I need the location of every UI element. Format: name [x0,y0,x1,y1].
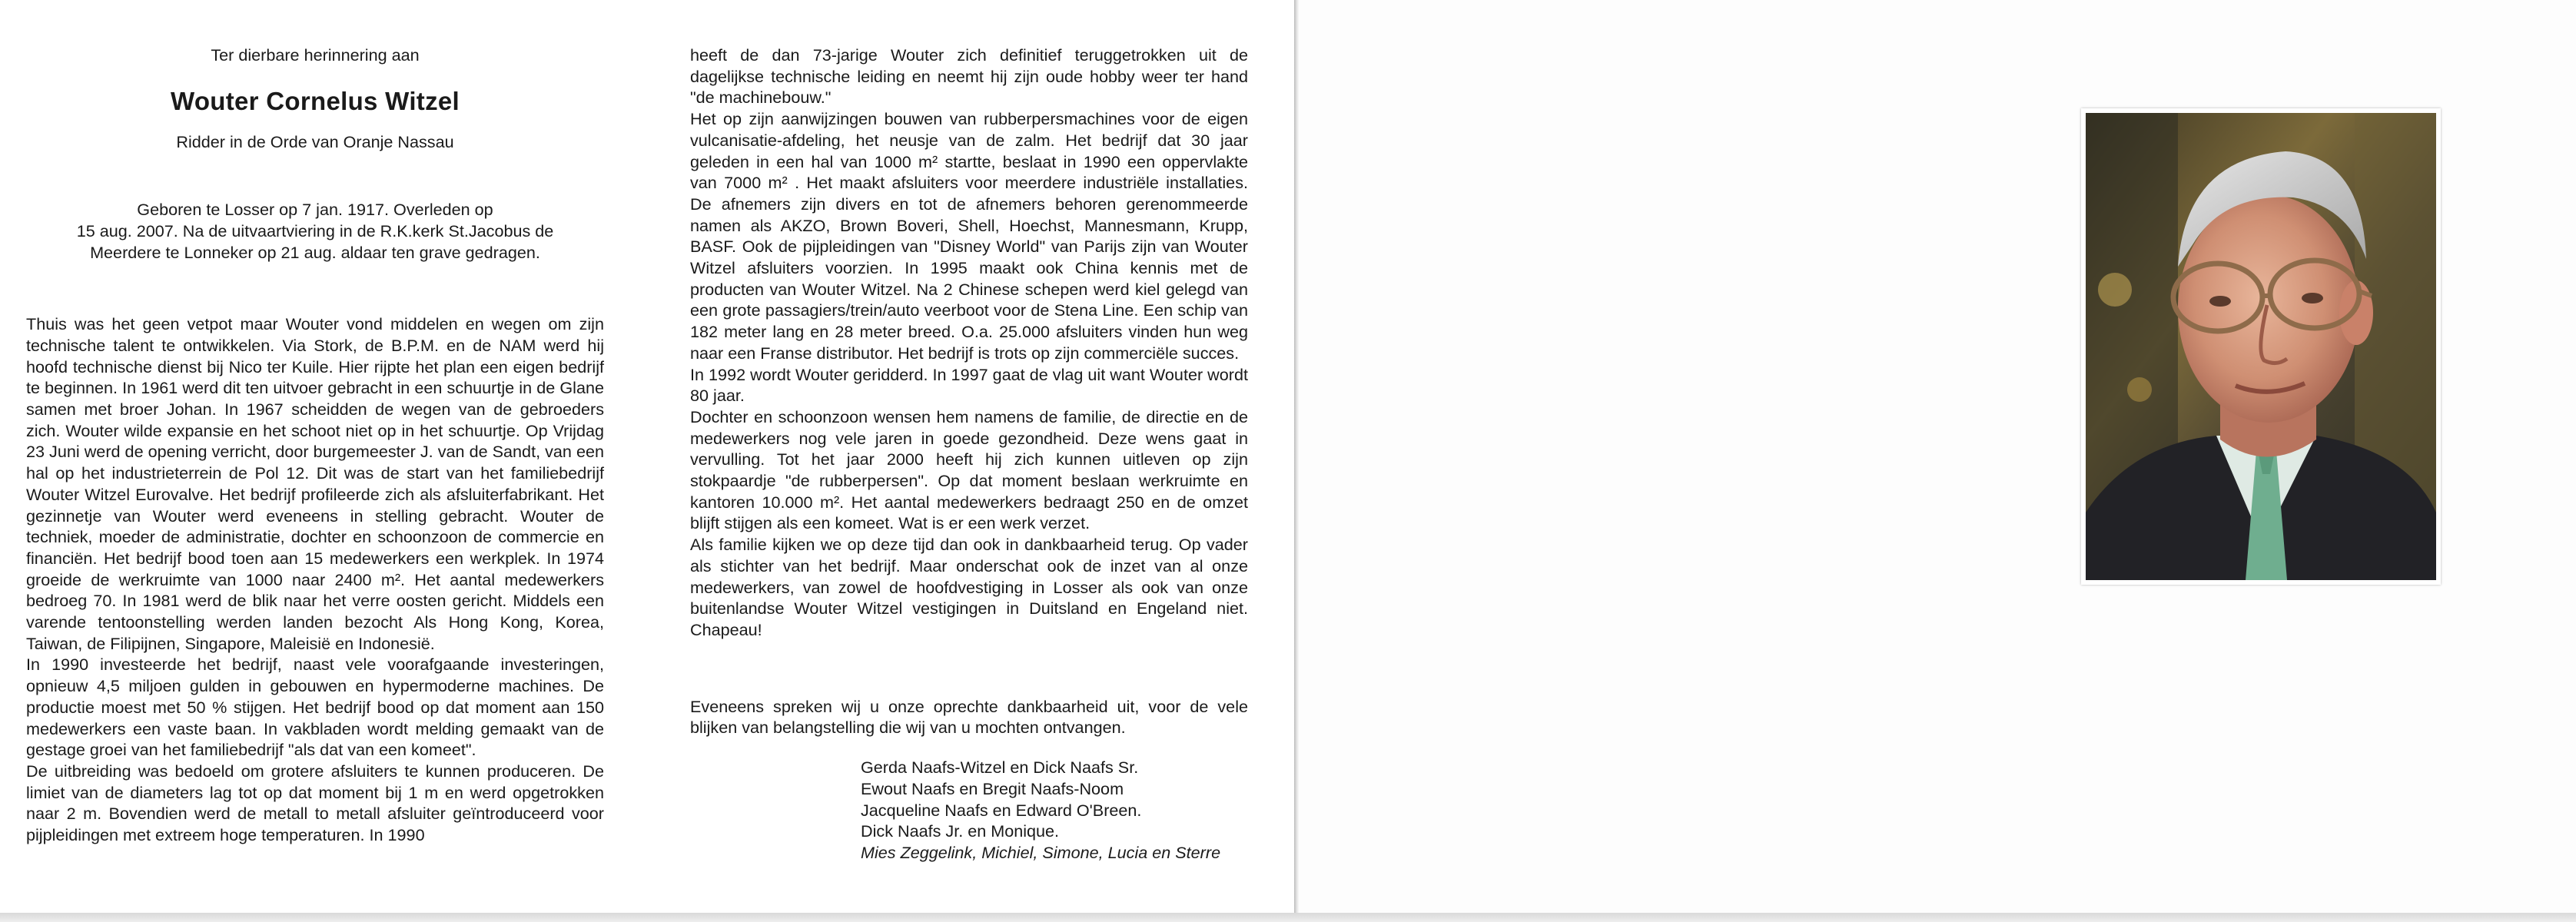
honor-title: Ridder in de Orde van Oranje Nassau [176,132,454,152]
biography-left [26,313,604,846]
portrait-photo-frame [2081,108,2441,585]
signer: Ewout Naafs en Bregit Naafs-Noom [861,778,1124,798]
bio-paragraph: Als familie kijken we op deze tijd dan ook in dankbaarheid terug. Op vader als stichter van het bedrijf. Maar onderschat ook de inzet van al onze medewerkers, van zowel de hoofdvestiging in Losser als ook van onze buitenlandse Wouter Witzel vestigingen in Duitsland en Engeland niet. Chapeau! [690,535,1248,639]
deceased-name: Wouter Cornelus Witzel [170,86,460,115]
bio-paragraph: heeft de dan 73-jarige Wouter zich definitief teruggetrokken uit de dagelijkse technische leiding en neemt hij zijn oude hobby weer ter hand "de machinebouw." [690,45,1248,108]
birth-line: 15 aug. 2007. Na de uitvaartviering in de R.K.kerk St.Jacobus de [76,221,554,240]
left-column [26,45,604,846]
bio-paragraph: De uitbreiding was bedoeld om grotere afsluiters te kunnen produceren. De limiet van de diameters lag tot op dat moment bij 1 m en werd opgetrokken naar 2 m. Bovendien werd de metall to metall afsluiter geïntroduceerd voor pijpleidingen met extreem hoge temperaturen. In 1990 [26,761,604,845]
signer: Gerda Naafs-Witzel en Dick Naafs Sr. [861,758,1139,778]
bio-paragraph: Het op zijn aanwijzingen bouwen van rubberpersmachines voor de eigen vulcanisatie-afdeling, het neusje van de zalm. Het bedrijf dat 30 jaar geleden in een hal van 1000 m² startte, beslaat in 1990 een oppervlakte van 7000 m² . Het maakt afsluiters voor meerdere industriële installaties. De afnemers zijn divers en tot de afnemers behoren gerenommeerde namen als AKZO, Brown Boveri, Shell, Hoechst, Mannesmann, Krupp, BASF. Ook de pijpleidingen van "Disney World" van Parijs zijn van Wouter Witzel afsluiters voorzien. In 1995 maakt ook China kennis met de producten van Wouter Witzel. Na 2 Chinese schepen werd kiel gelegd van een grote passagiers/trein/auto veerboot voor de Stena Line. Een schip van 182 meter lang en 28 meter breed. O.a. 25.000 afsluiters vinden hun weg naar een Franse distributor. Het bedrijf is trots op zijn commerciële succes. [690,109,1248,363]
left-panel [0,0,1294,916]
grandchildren: Mies Zeggelink, Michiel, Simone, Lucia en Sterre [861,842,1221,862]
signer: Jacqueline Naafs en Edward O'Breen. [861,800,1142,820]
bio-paragraph: In 1992 wordt Wouter geridderd. In 1997 gaat de vlag uit want Wouter wordt 80 jaar. [690,364,1248,406]
birth-line: Meerdere te Lonneker op 21 aug. aldaar ten grave gedragen. [90,242,540,262]
thanks-section [690,696,1248,738]
bio-paragraph: Dochter en schoonzoon wensen hem namens de familie, de directie en de medewerkers nog vele jaren in goede gezondheid. Deze wens gaat in vervulling. Tot het jaar 2000 heeft hij zich kunnen uitleven op zijn stokpaardje "de rubberpersen". Op dat moment beslaan werkruimte en kantoren 10.000 m². Het aantal medewerkers bedraagt 250 en de omzet blijft stijgen als een komeet. Wat is er een werk verzet. [690,406,1248,533]
right-column [690,45,1248,864]
biography-right [690,45,1248,641]
card-edge-shadow [0,913,2576,922]
birth-death-info [26,199,604,263]
bio-paragraph: Thuis was het geen vetpot maar Wouter vond middelen en wegen om zijn technische talent te ontwikkelen. Via Stork, de B.P.M. en de NAM werd hij hoofd technische dienst bij Nico ter Kuile. Hier rijpte het plan een eigen bedrijf te beginnen. In 1961 werd dit ten uitvoer gebracht in een schuurtje in de Glane samen met broer Johan. In 1967 scheidden de wegen van de gebroeders zich. Wouter wilde expansie en het schoot niet op in het schuurtje. Op Vrijdag 23 Juni werd de opening verricht, door burgemeester J. van de Sandt, van een hal op het industrieterrein de Pol 12. Dit was de start van het familiebedrijf Wouter Witzel Eurovalve. Het bedrijf profileerde zich als afsluiterfabrikant. Het gezinnetje van Wouter werd eveneens in stelling gebracht. Wouter de techniek, moeder de administratie, dochter en schoonzoon de commercie en financiën. Het bedrijf bood toen aan 15 medewerkers een werkplek. In 1974 groeide de werkruimte van 1000 naar 2400 m². Het aantal medewerkers bedroeg 70. In 1981 werd de blik naar het verre oosten gericht. Middels een varende tentoonstelling werden landen bezocht Als Hong Kong, Korea, Taiwan, de Filipijnen, Singapore, Maleisië en Indonesië. [26,314,604,653]
signer: Dick Naafs Jr. en Monique. [861,821,1060,841]
birth-line: Geboren te Losser op 7 jan. 1917. Overleden op [137,200,493,220]
card-fold [1294,0,1299,922]
bio-paragraph: In 1990 investeerde het bedrijf, naast vele voorafgaande investeringen, opnieuw 4,5 miljoen gulden in gebouwen en hypermoderne machines. De productie moest met 50 % stijgen. Het bedrijf bood op dat moment aan 150 medewerkers een vaste baan. In vakbladen wordt melding gemaakt van de gestage groei van het familiebedrijf "als dat van een komeet". [26,655,604,760]
portrait-photo [2086,113,2436,580]
thanks-text: Eveneens spreken wij u onze oprechte dankbaarheid uit, voor de vele blijken van belangstelling die wij van u mochten ontvangen. [690,696,1248,738]
signers-list [861,757,1248,864]
intro-text: Ter dierbare herinnering aan [211,45,420,65]
